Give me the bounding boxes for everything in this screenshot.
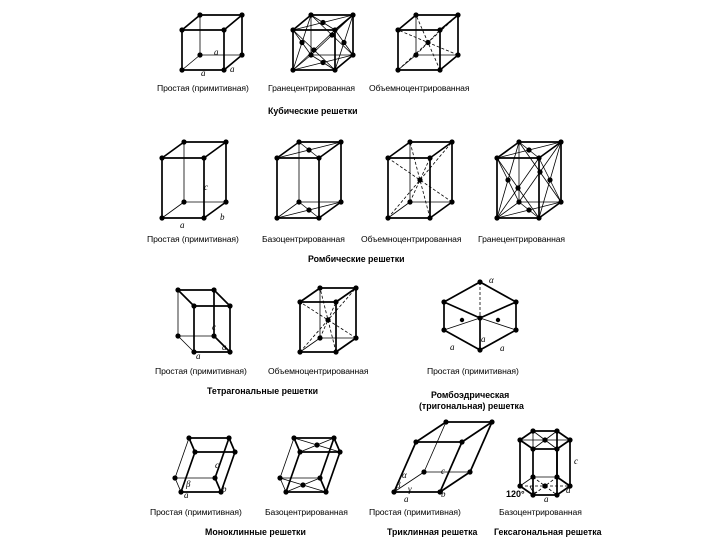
- cubic-body-centered-label: Объемноцентрированная: [369, 83, 470, 93]
- triclinic-group-title: Триклинная решетка: [387, 527, 478, 537]
- rhombic-body-centered-label: Объемноцентрированная: [361, 234, 462, 244]
- triclinic-gamma-label: γ: [408, 484, 412, 494]
- rhombic-body-centered-cell: [385, 139, 454, 220]
- tetragonal-primitive-label: Простая (примитивная): [155, 366, 247, 376]
- rhombic-axis-b-label: b: [220, 212, 225, 222]
- cubic-axis-b-label: a: [230, 64, 235, 74]
- triclinic-alpha-label: α: [402, 470, 407, 480]
- monoclinic-base-centered-label: Базоцентрированная: [265, 507, 348, 517]
- cubic-group-title: Кубические решетки: [268, 106, 358, 116]
- monoclinic-axis-a-label: a: [184, 490, 189, 500]
- monoclinic-axis-c-label: c: [215, 460, 219, 470]
- tetragonal-group-title: Тетрагональные решетки: [207, 386, 319, 396]
- hexagonal-axis-a2-label: a: [566, 485, 571, 495]
- rhombic-axis-c-label: c: [204, 182, 208, 192]
- hexagonal-axis-c-label: c: [574, 456, 578, 466]
- cubic-axis-a-label: a: [214, 47, 219, 57]
- cubic-axis-a-front-label: a: [201, 68, 206, 78]
- cubic-primitive-label: Простая (примитивная): [157, 83, 249, 93]
- rhombic-face-centered-cell: [494, 139, 563, 220]
- monoclinic-group-title: Моноклинные решетки: [205, 527, 306, 537]
- hexagonal-group-title: Гексагональная решетка: [494, 527, 602, 537]
- rhombohedral-alpha-label: α: [489, 275, 494, 285]
- triclinic-beta-label: β: [396, 480, 401, 490]
- tetragonal-body-centered-label: Объемноцентрированная: [268, 366, 369, 376]
- rhombohedral-axis-a3-label: a: [500, 343, 505, 353]
- tetragonal-axis-c-label: c: [212, 322, 216, 332]
- monoclinic-primitive-label: Простая (примитивная): [150, 507, 242, 517]
- tetragonal-axis-a2-label: a: [222, 342, 227, 352]
- monoclinic-beta-label: β: [186, 479, 191, 489]
- rhombic-face-centered-label: Гранецентрированная: [478, 234, 565, 244]
- cubic-face-centered-label: Гранецентрированная: [268, 83, 355, 93]
- cubic-primitive-cell: [179, 12, 244, 72]
- rhombic-base-centered-cell: [274, 139, 343, 220]
- rhombic-base-centered-label: Базоцентрированная: [262, 234, 345, 244]
- monoclinic-base-centered-cell: [277, 435, 342, 494]
- rhombic-group-title: Ромбические решетки: [308, 254, 405, 264]
- rhombohedral-group-title-line1: Ромбоэдрическая: [431, 390, 510, 400]
- monoclinic-axis-b-label: b: [222, 484, 227, 494]
- triclinic-axis-a-label: a: [404, 494, 409, 504]
- hexagonal-axis-a-label: a: [544, 494, 549, 504]
- rhombic-primitive-cell: [159, 139, 228, 220]
- triclinic-primitive-cell: [391, 419, 494, 494]
- rhombohedral-group-title-line2: (тригональная) решетка: [419, 401, 524, 411]
- rhombohedral-axis-a-label: a: [450, 342, 455, 352]
- rhombic-axis-a-label: a: [180, 220, 185, 230]
- triclinic-axis-c-label: c: [441, 466, 445, 476]
- cubic-body-centered-cell: [395, 12, 460, 72]
- hexagonal-base-centered-label: Базоцентрированная: [499, 507, 582, 517]
- triclinic-primitive-label: Простая (примитивная): [369, 507, 461, 517]
- hexagonal-base-centered-cell: [517, 428, 572, 497]
- rhombohedral-axis-a2-label: a: [481, 334, 486, 344]
- cubic-face-centered-cell: [290, 12, 355, 72]
- tetragonal-body-centered-cell: [297, 285, 358, 354]
- rhombic-primitive-label: Простая (примитивная): [147, 234, 239, 244]
- rhombohedral-primitive-label: Простая (примитивная): [427, 366, 519, 376]
- monoclinic-primitive-cell: [172, 435, 237, 494]
- tetragonal-axis-a-label: a: [196, 351, 201, 361]
- hexagonal-angle-label: 120°: [506, 489, 525, 499]
- triclinic-axis-b-label: b: [441, 489, 446, 499]
